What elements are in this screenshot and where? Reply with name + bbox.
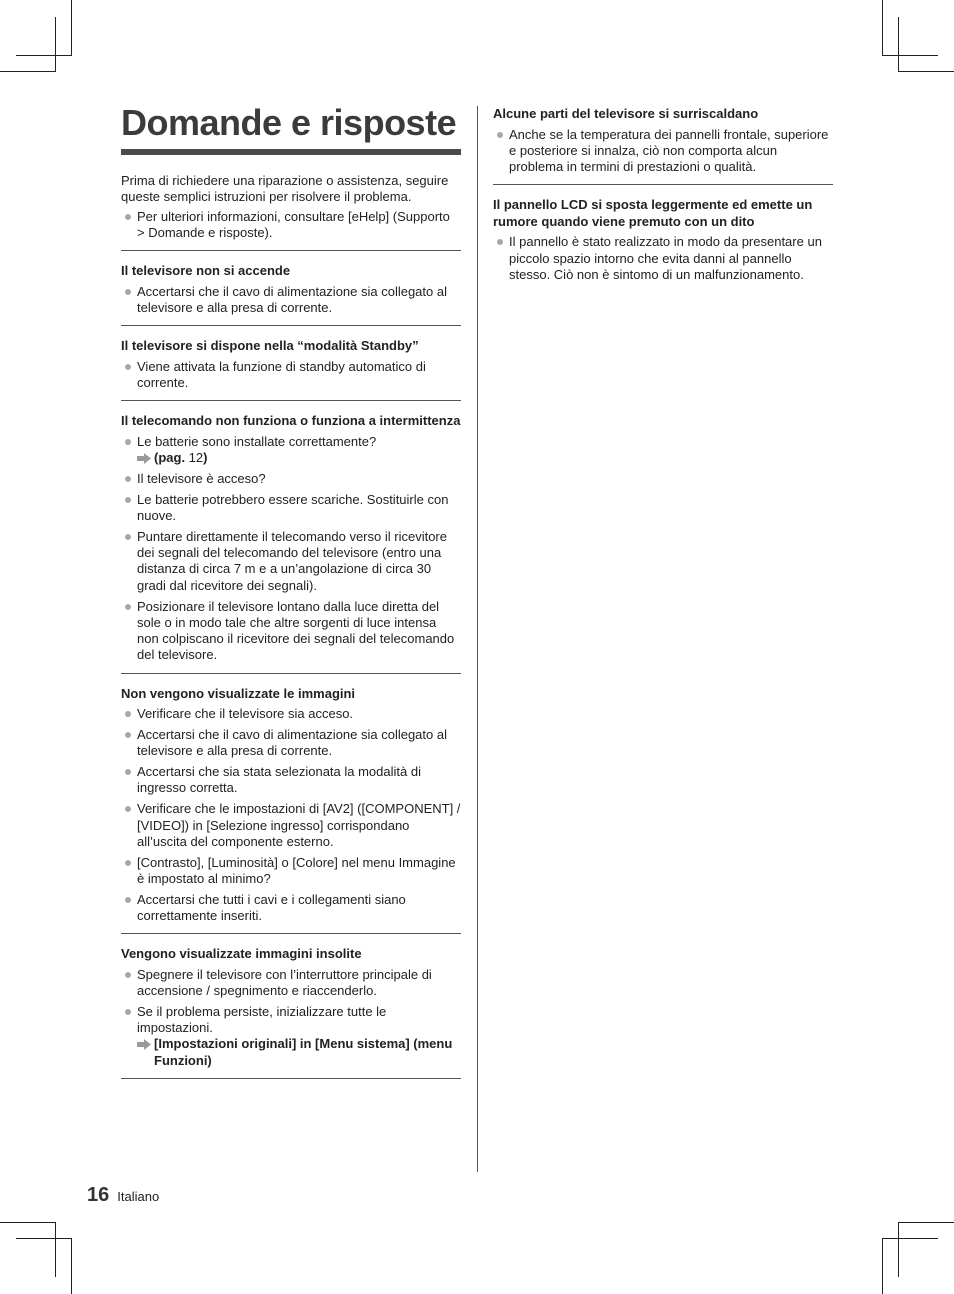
menu-reference xyxy=(137,1036,461,1069)
crop-mark xyxy=(898,17,899,72)
crop-mark xyxy=(882,1238,938,1239)
page-reference xyxy=(137,450,461,466)
menu-ref-label: [Impostazioni originali] in [Menu sistema] (menu Funzioni) xyxy=(154,1036,453,1068)
arrow-right-icon xyxy=(137,453,151,464)
section-tv-not-on xyxy=(121,250,461,316)
section-remote xyxy=(121,400,461,663)
section-standby xyxy=(121,325,461,391)
section-unusual-picture xyxy=(121,933,461,1069)
section-heading: Il televisore si dispone nella “modalità Standby” xyxy=(121,338,419,354)
crop-mark xyxy=(71,1238,72,1294)
list-item: Accertarsi che sia stata selezionata la modalità di ingresso corretta. xyxy=(121,764,461,797)
crop-mark xyxy=(898,71,954,72)
list-item: Accertarsi che tutti i cavi e i collegamenti siano correttamente inseriti. xyxy=(121,892,461,925)
crop-mark xyxy=(71,0,72,56)
column-divider xyxy=(477,106,478,1172)
crop-mark xyxy=(0,71,56,72)
crop-mark xyxy=(16,1238,72,1239)
section-heading: Il telecomando non funziona o funziona a intermittenza xyxy=(121,413,461,429)
title-rule xyxy=(121,149,461,155)
list-item: [Contrasto], [Luminosità] o [Colore] nel menu Immagine è impostato al minimo? xyxy=(121,855,461,888)
list-item: Spegnere il televisore con l’interruttore principale di accensione / spegnimento e riaccenderlo. xyxy=(121,967,461,1000)
section-overheating xyxy=(493,106,833,175)
list-item: Anche se la temperatura dei pannelli frontale, superiore e posteriore si innalza, ciò non comporta alcun problema in termini di prestazioni o qualità. xyxy=(493,127,833,176)
page-ref-number: 12 xyxy=(185,450,204,466)
section-no-picture xyxy=(121,673,461,925)
list-item-text: Le batterie sono installate correttamente? xyxy=(137,433,377,449)
list-item-text: Se il problema persiste, inizializzare tutte le impostazioni. xyxy=(137,1003,387,1036)
page-language: Italiano xyxy=(117,1189,160,1204)
section-lcd-panel xyxy=(493,184,833,283)
page-footer xyxy=(87,1184,159,1207)
arrow-right-icon xyxy=(137,1039,151,1050)
list-item: Viene attivata la funzione di standby automatico di corrente. xyxy=(121,359,461,392)
list-item: Accertarsi che il cavo di alimentazione sia collegato al televisore e alla presa di corrente. xyxy=(121,727,461,760)
page-ref-close: ) xyxy=(203,450,208,466)
page-ref-label: (pag. xyxy=(154,450,186,466)
list-item xyxy=(121,434,461,467)
section-heading: Il pannello LCD si sposta leggermente ed emette un rumore quando viene premuto con un dito xyxy=(493,197,813,229)
crop-mark xyxy=(0,1222,56,1223)
list-item: Il televisore è acceso? xyxy=(121,471,461,487)
crop-mark xyxy=(898,1222,899,1277)
left-column xyxy=(121,100,461,1079)
crop-mark xyxy=(55,1222,56,1277)
list-item: Per ulteriori informazioni, consultare [eHelp] (Supporto > Domande e risposte). xyxy=(121,209,461,242)
list-item xyxy=(121,1004,461,1069)
crop-mark xyxy=(55,17,56,72)
intro-text: Prima di richiedere una riparazione o assistenza, seguire queste semplici istruzioni per risolvere il problema. xyxy=(121,173,449,205)
list-item: Le batterie potrebbero essere scariche. Sostituirle con nuove. xyxy=(121,492,461,525)
section-heading: Vengono visualizzate immagini insolite xyxy=(121,946,362,962)
crop-mark xyxy=(882,0,883,56)
list-item: Verificare che le impostazioni di [AV2] ([COMPONENT] / [VIDEO]) in [Selezione ingresso] corrispondano all’uscita del componente esterno. xyxy=(121,801,461,850)
page-title: Domande e risposte xyxy=(121,102,457,143)
list-item: Il pannello è stato realizzato in modo da presentare un piccolo spazio intorno che evita danni al pannello stesso. Ciò non è sintomo di un malfunzionamento. xyxy=(493,234,833,283)
section-rule xyxy=(121,1078,461,1079)
crop-mark xyxy=(16,55,72,56)
list-item: Puntare direttamente il telecomando verso il ricevitore dei segnali del telecomando del televisore (entro una distanza di circa 7 m e a un’angolazione di circa 30 gradi dal ricevitore dei segnali). xyxy=(121,529,461,594)
list-item: Accertarsi che il cavo di alimentazione sia collegato al televisore e alla presa di corrente. xyxy=(121,284,461,317)
page-number: 16 xyxy=(87,1184,110,1206)
section-heading: Non vengono visualizzate le immagini xyxy=(121,685,356,701)
crop-mark xyxy=(882,1238,883,1294)
list-item: Verificare che il televisore sia acceso. xyxy=(121,706,461,722)
crop-mark xyxy=(882,55,938,56)
crop-mark xyxy=(898,1222,954,1223)
intro-list xyxy=(121,209,461,242)
section-heading: Alcune parti del televisore si surriscaldano xyxy=(493,106,759,121)
section-heading: Il televisore non si accende xyxy=(121,263,291,279)
right-column xyxy=(493,100,833,288)
list-item: Posizionare il televisore lontano dalla luce diretta del sole o in modo tale che altre sorgenti di luce intensa non colpiscano il ricevitore dei segnali del telecomando del televisore. xyxy=(121,599,461,664)
